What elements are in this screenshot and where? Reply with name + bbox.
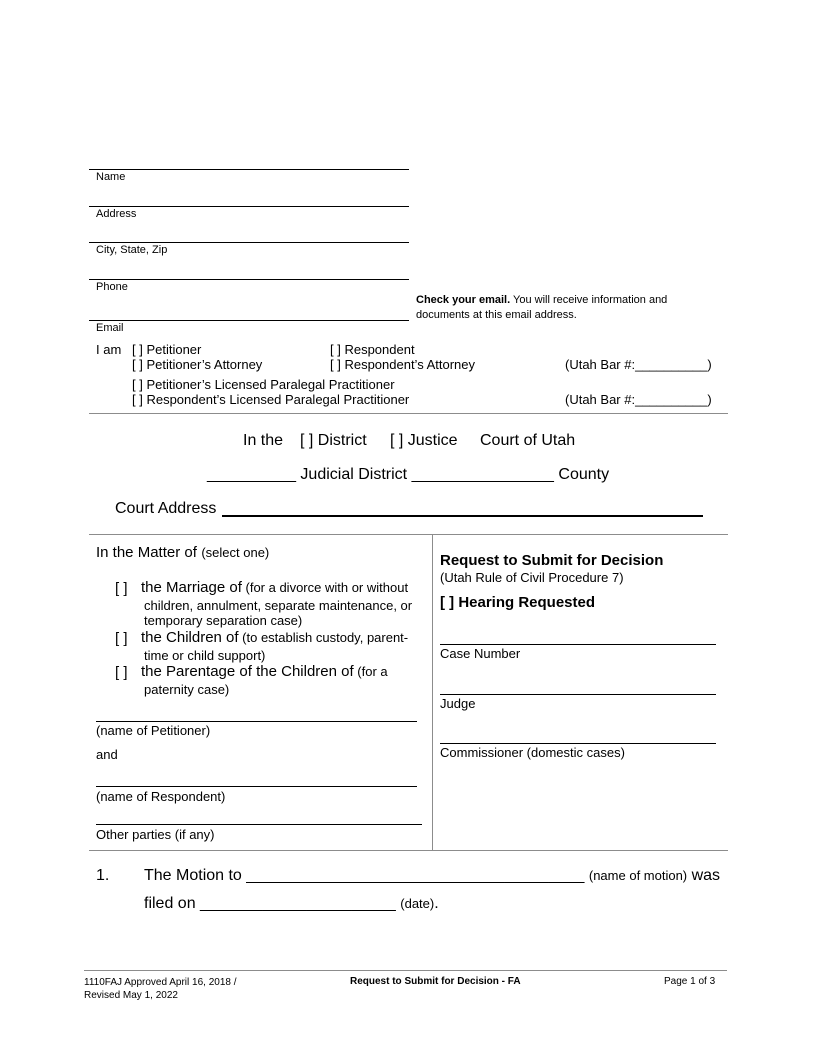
checkbox-respondent[interactable]: [ ] Respondent (330, 342, 415, 357)
caption-divider (432, 534, 433, 850)
city-line (89, 242, 409, 243)
checkbox-justice[interactable]: [ ] Justice (390, 432, 458, 449)
city-label: City, State, Zip (96, 244, 168, 256)
was-word: was (691, 867, 721, 884)
motion-line (144, 867, 720, 885)
checkbox-petitioner-attorney[interactable]: [ ] Petitioner’s Attorney (132, 357, 263, 372)
judicial-district-county[interactable]: __________ Judicial District ________________ County (207, 466, 610, 483)
respondent-name-line[interactable] (96, 786, 417, 787)
checkbox-respondent-lpp[interactable]: [ ] Respondent’s Licensed Paralegal Practitioner (132, 392, 410, 407)
footer-divider (84, 970, 727, 971)
email-label: Email (96, 322, 124, 334)
option-parentage (141, 664, 431, 680)
email-note-line1: You will receive information and (510, 294, 668, 306)
section-divider-2 (89, 534, 728, 535)
footer-form-id-line2: Revised May 1, 2022 (84, 990, 178, 1001)
matter-heading (96, 544, 269, 562)
judge-line[interactable] (440, 694, 716, 695)
court-address-line[interactable] (222, 515, 703, 517)
utah-bar-number-1[interactable]: (Utah Bar #:__________) (565, 357, 712, 372)
option-marriage-note-a: (for a divorce with or without (241, 580, 409, 595)
footer-form-id (84, 976, 237, 1002)
name-label: Name (96, 171, 126, 183)
email-note-line2: documents at this email address. (416, 309, 577, 321)
item-number: 1. (96, 867, 110, 884)
other-parties-line[interactable] (96, 824, 422, 825)
petitioner-name-line[interactable] (96, 721, 417, 722)
checkbox-respondent-attorney[interactable]: [ ] Respondent’s Attorney (330, 357, 476, 372)
commissioner-label: Commissioner (domestic cases) (440, 745, 625, 760)
option-parentage-box[interactable]: [ ] (115, 664, 128, 681)
checkbox-petitioner[interactable]: [ ] Petitioner (132, 342, 202, 357)
case-number-label: Case Number (440, 646, 521, 661)
footer-form-id-line1: 1110FAJ Approved April 16, 2018 / (84, 977, 237, 988)
petitioner-name-label: (name of Petitioner) (96, 723, 211, 738)
respondent-name-label: (name of Respondent) (96, 789, 226, 804)
option-children-box[interactable]: [ ] (115, 630, 128, 647)
email-line (89, 320, 409, 321)
i-am-label: I am (96, 342, 122, 357)
form-title: Request to Submit for Decision (440, 552, 664, 569)
section-divider-1 (89, 413, 728, 414)
email-note (416, 293, 716, 323)
option-parentage-title: the Parentage of the Children of (141, 663, 354, 680)
and-label: and (96, 747, 118, 762)
option-children-note-a: (to establish custody, parent- (238, 630, 409, 645)
option-children-title: the Children of (141, 629, 239, 646)
address-label: Address (96, 208, 137, 220)
option-marriage-box[interactable]: [ ] (115, 580, 128, 597)
address-line (89, 206, 409, 207)
matter-heading-title: In the Matter of (96, 544, 197, 561)
date-note: (date) (400, 896, 435, 911)
checkbox-district[interactable]: [ ] District (300, 432, 367, 449)
matter-heading-note: (select one) (201, 545, 270, 560)
motion-note: (name of motion) (588, 868, 688, 883)
footer-page-number: Page 1 of 3 (664, 976, 716, 987)
option-marriage (141, 580, 426, 596)
name-line (89, 169, 409, 170)
option-marriage-title: the Marriage of (141, 579, 242, 596)
option-marriage-note-c: temporary separation case) (144, 613, 303, 628)
option-children-note-b: time or child support) (144, 648, 266, 663)
option-parentage-note-b: paternity case) (144, 682, 230, 697)
filed-on-text[interactable]: filed on ______________________ (144, 895, 396, 912)
period: . (434, 895, 439, 912)
section-divider-3 (89, 850, 728, 851)
court-address-label: Court Address (115, 500, 217, 517)
checkbox-hearing-requested[interactable]: [ ] Hearing Requested (440, 594, 596, 611)
option-children (141, 630, 431, 646)
email-note-bold: Check your email. (416, 294, 511, 306)
filed-line (144, 895, 439, 913)
phone-line (89, 279, 409, 280)
commissioner-line[interactable] (440, 743, 716, 744)
utah-bar-number-2[interactable]: (Utah Bar #:__________) (565, 392, 712, 407)
footer-title: Request to Submit for Decision - FA (350, 976, 521, 987)
option-marriage-note-b: children, annulment, separate maintenance, or (144, 598, 413, 613)
checkbox-petitioner-lpp[interactable]: [ ] Petitioner’s Licensed Paralegal Practitioner (132, 377, 395, 392)
judge-label: Judge (440, 696, 476, 711)
motion-text[interactable]: The Motion to ______________________________________ (144, 867, 585, 884)
in-the-label: In the (243, 432, 284, 449)
rule-reference: (Utah Rule of Civil Procedure 7) (440, 570, 624, 585)
court-of-utah: Court of Utah (480, 432, 576, 449)
phone-label: Phone (96, 281, 128, 293)
option-parentage-note-a: (for a (353, 664, 388, 679)
other-parties-label: Other parties (if any) (96, 827, 215, 842)
case-number-line[interactable] (440, 644, 716, 645)
